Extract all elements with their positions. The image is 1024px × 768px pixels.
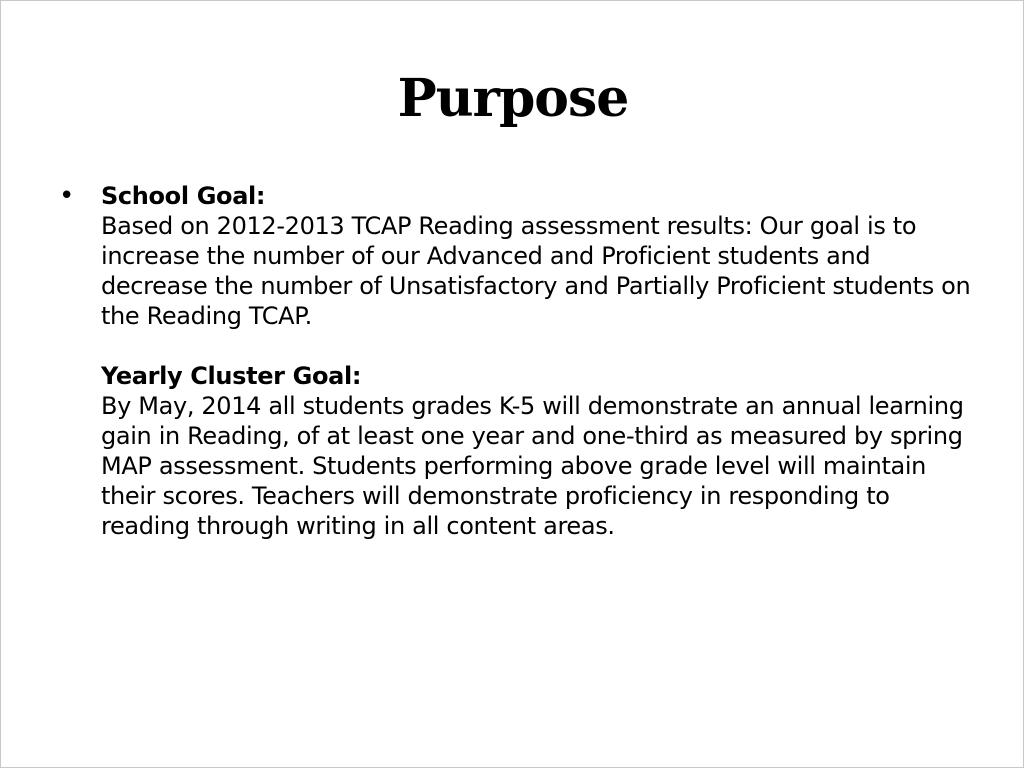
cluster-goal-heading: Yearly Cluster Goal: (101, 362, 362, 390)
bullet-icon: • (59, 181, 75, 211)
slide-content (59, 181, 979, 541)
slide-title: Purpose (397, 68, 629, 129)
school-goal-heading: School Goal: (101, 182, 266, 210)
cluster-goal-text: By May, 2014 all students grades K-5 will demonstrate an annual learning gain in Reading, of at least one year and one-third as measured by spring MAP assessment. Students performing above grade level will maintain their scores. Teachers will demonstrate proficiency in responding to reading through writing in all content areas. (101, 392, 964, 540)
section-spacer (101, 331, 979, 361)
bullet-body (101, 181, 979, 541)
school-goal-text: Based on 2012-2013 TCAP Reading assessment results: Our goal is to increase the number of our Advanced and Proficient students and decrease the number of Unsatisfactory and Partially Proficient students on the Reading TCAP. (101, 212, 971, 330)
bullet-item (59, 181, 979, 541)
